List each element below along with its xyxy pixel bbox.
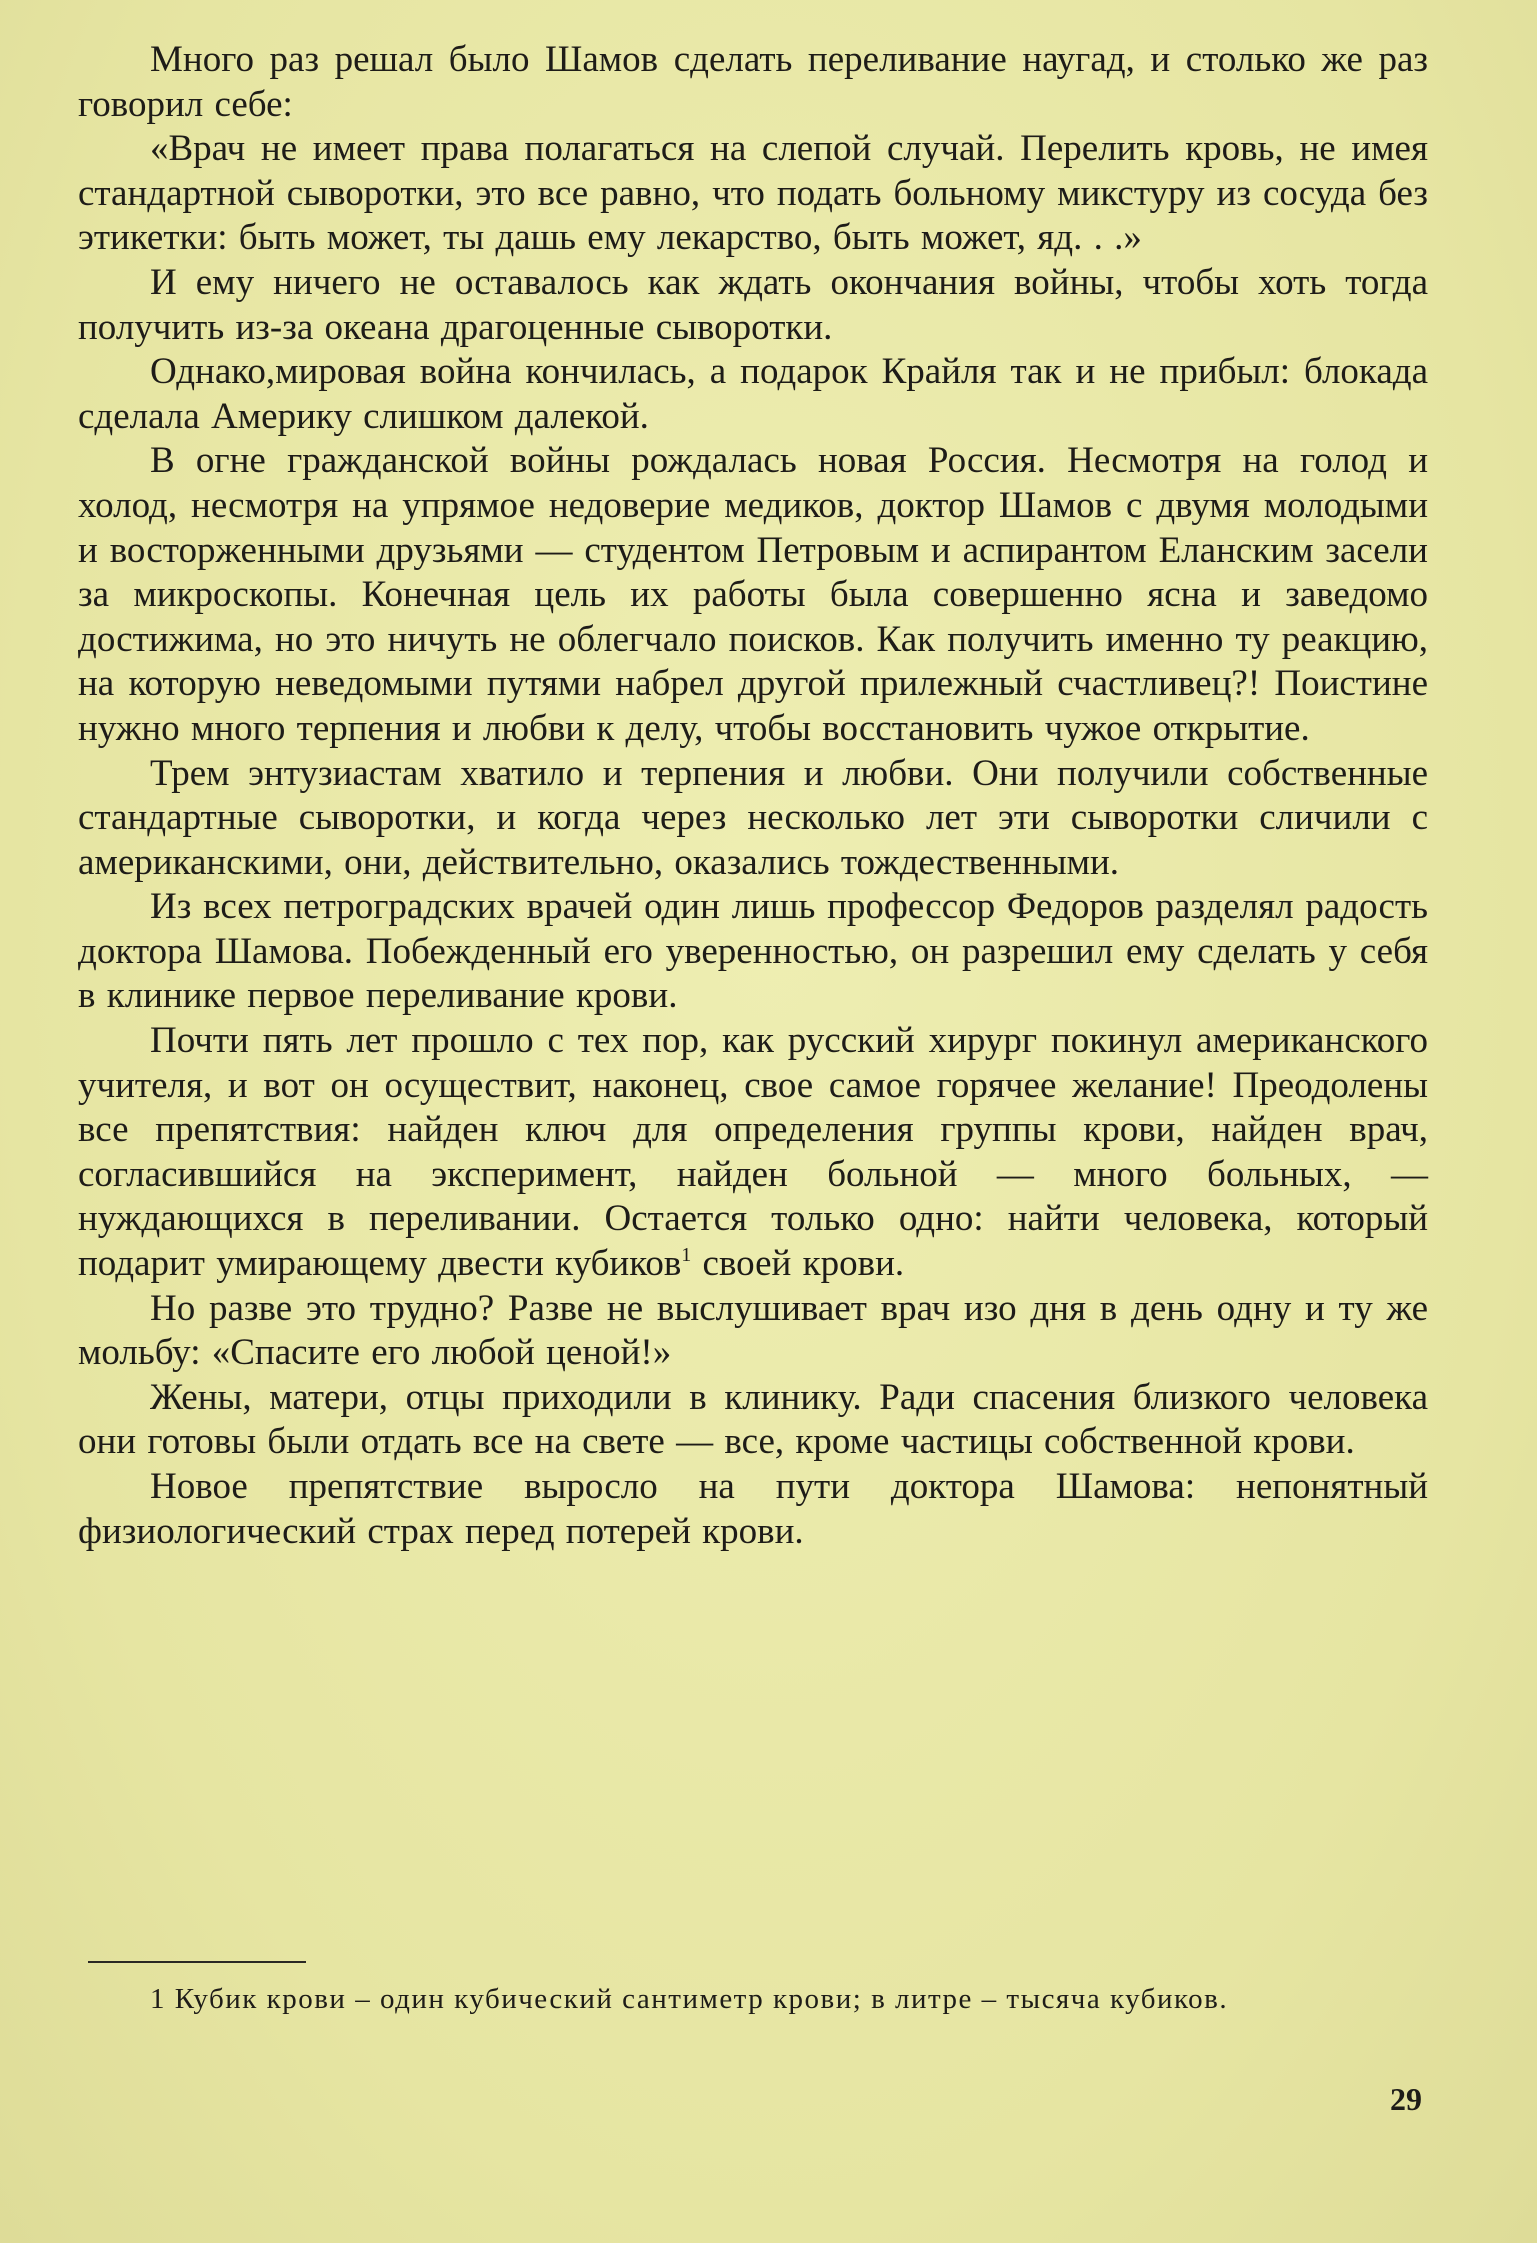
paragraph-8-tail: своей bbox=[691, 1243, 792, 1285]
paragraph-11: Новое препятствие выросло на пути доктора Шамова: непонятный физиологический страх перед потерей крови. bbox=[78, 1466, 1428, 1552]
paragraph-1: Много раз решал было Шамов сделать переливание наугад, и столько же раз говорил себе: bbox=[78, 39, 1428, 125]
paragraph-8-text: Почти пять лет прошло с тех пор, как русский хирург покинул американского учителя, и вот он осуществит, наконец, свое самое горячее желание! Преодолены все препятствия: найден ключ для определения группы крови, найден врач, согласившийся на эксперимент, найден больной — много больных, — нуждающихся в переливании. Остается только одно: найти человека, который подарит умирающему двести кубиков bbox=[78, 1020, 1428, 1285]
page-body bbox=[78, 38, 1428, 1554]
paragraph-2: «Врач не имеет права полагаться на слепой случай. Перелить кровь, не имея стандартной сыворотки, это все равно, что подать больному микстуру из сосуда без этикетки: быть может, ты дашь ему лекарство, быть может, яд. . .» bbox=[78, 128, 1428, 259]
paragraph-8-last-line: крови. bbox=[802, 1243, 905, 1285]
footnote-reference[interactable]: 1 bbox=[681, 1244, 692, 1267]
paragraph-3: И ему ничего не оставалось как ждать окончания войны, чтобы хоть тогда получить из-за океана драгоценные сыворотки. bbox=[78, 261, 1428, 348]
paragraph-8 bbox=[78, 1019, 1428, 1287]
paragraph-4: Однако,мировая война кончилась, а подарок Крайля так и не прибыл: блокада сделала Америку слишком далекой. bbox=[78, 351, 1428, 437]
footnote-text: Кубик крови – один кубический сантиметр крови; в литре – тысяча кубиков. bbox=[174, 1983, 1229, 2015]
footnote bbox=[78, 1978, 1438, 2020]
footnote-divider bbox=[88, 1961, 306, 1963]
paragraph-9: Но разве это трудно? Разве не выслушивает врач изо дня в день одну и ту же мольбу: «Спасите его любой ценой!» bbox=[78, 1287, 1428, 1374]
footnote-number: 1 bbox=[150, 1983, 166, 2015]
paragraph-6: Трем энтузиастам хватило и терпения и любви. Они получили собственные стандартные сыворотки, и когда через несколько лет эти сыворотки сличили с американскими, они, действительно, оказались тождественными. bbox=[78, 752, 1428, 883]
paragraph-10: Жены, матери, отцы приходили в клинику. Ради спасения близкого человека они готовы были отдать все на свете — все, кроме частицы собственной крови. bbox=[78, 1376, 1428, 1463]
paragraph-5: В огне гражданской войны рождалась новая Россия. Несмотря на голод и холод, несмотря на упрямое недоверие медиков, доктор Шамов с двумя молодыми и восторженными друзьями — студентом Петровым и аспирантом Еланским засели за микроскопы. Конечная цель их работы была совершенно ясна и заведомо достижима, но это ничуть не облегчало поисков. Как получить именно ту реакцию, на которую неведомыми путями набрел другой прилежный счастливец?! Поистине нужно много терпения и любви к делу, чтобы восстановить чужое открытие. bbox=[78, 440, 1428, 749]
page-number: 29 bbox=[1390, 2081, 1422, 2117]
paragraph-7: Из всех петроградских врачей один лишь профессор Федоров разделял радость доктора Шамова. Побежденный его уверенностью, он разрешил ему сделать у себя в клинике первое переливание крови. bbox=[78, 886, 1428, 1017]
